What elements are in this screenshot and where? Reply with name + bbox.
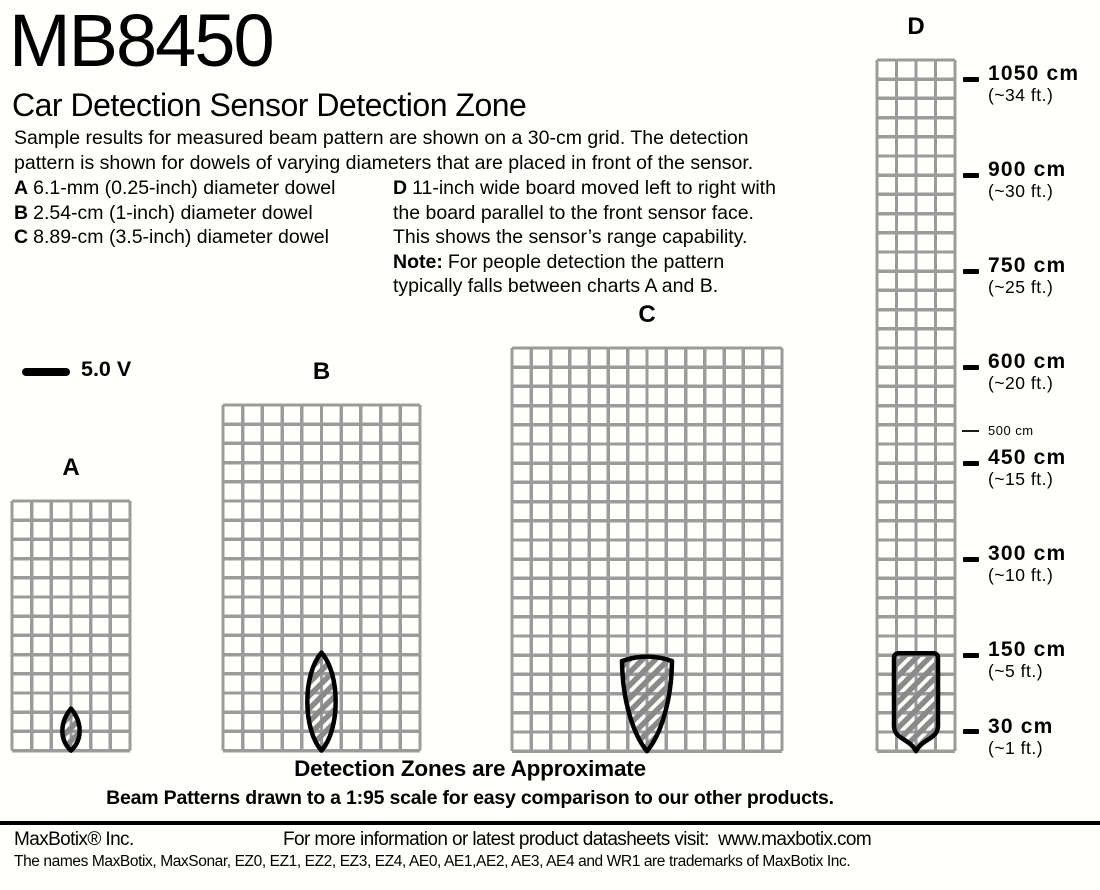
page-subtitle: Car Detection Sensor Detection Zone [12, 87, 527, 123]
legend-text-c: 8.89-cm (3.5-inch) diameter dowel [33, 226, 329, 249]
beam-zone-d [894, 653, 938, 751]
scale-label-750 [988, 254, 1066, 298]
scale-tick-900 [963, 173, 979, 178]
scale-ft-750: (~25 ft.) [988, 277, 1054, 297]
footer-divider [0, 821, 1100, 825]
voltage-legend-label: 5.0 V [81, 357, 132, 381]
legend-text-d1: 11-inch wide board moved left to right with [412, 177, 776, 199]
scale-cm-300: 300 cm [988, 542, 1067, 565]
scale-tick-600 [963, 365, 979, 370]
voltage-legend-line-icon [22, 368, 70, 376]
legend-item-d-line3: This shows the sensor’s range capability. [393, 226, 748, 249]
scale-ft-30: (~1 ft.) [988, 737, 1044, 758]
scale-label-300 [988, 542, 1066, 586]
scale-label-500: 500 cm [988, 423, 1034, 438]
legend-item-d-line1 [393, 176, 776, 201]
scale-ft-1050: (~34 ft.) [988, 85, 1054, 105]
scale-notice: Beam Patterns drawn to a 1:95 scale for easy comparison to our other products. [106, 787, 834, 809]
chart-label-a: A [62, 454, 80, 482]
intro-paragraph [14, 126, 753, 175]
scale-ft-300: (~10 ft.) [988, 565, 1054, 585]
chart-label-d: D [907, 12, 925, 40]
note-text-1: For people detection the pattern [447, 250, 725, 273]
legend-item-a [14, 176, 335, 201]
beam-zone-c [622, 656, 672, 751]
legend-text-a: 6.1-mm (0.25-inch) diameter dowel [33, 177, 336, 199]
scale-label-1050 [988, 62, 1079, 106]
scale-tick-150 [963, 653, 979, 658]
beam-zone-b [307, 653, 335, 751]
beam-chart-c [508, 344, 786, 755]
approximate-notice: Detection Zones are Approximate [294, 756, 646, 781]
footer-company: MaxBotix® Inc. [14, 829, 134, 850]
beam-chart-d [873, 56, 959, 755]
legend-text-b: 2.54-cm (1-inch) diameter dowel [33, 201, 313, 224]
scale-cm-30: 30 cm [988, 714, 1054, 738]
scale-label-150 [988, 638, 1066, 682]
intro-line-1: Sample results for measured beam pattern are shown on a 30-cm grid. The detection [14, 127, 749, 149]
legend-right-column [393, 176, 776, 299]
scale-ft-900: (~30 ft.) [988, 181, 1054, 201]
scale-cm-1050: 1050 cm [988, 62, 1080, 85]
scale-tick-500 [962, 430, 979, 432]
footer-trademark: The names MaxBotix, MaxSonar, EZ0, EZ1, EZ2, EZ3, EZ4, AE0, AE1,AE2, AE3, AE4 and WR1 are trademarks of MaxBotix Inc. [14, 853, 851, 870]
footer-info: For more information or latest product datasheets visit: www.maxbotix.com [283, 829, 872, 850]
scale-ft-600: (~20 ft.) [988, 373, 1054, 393]
scale-label-600 [988, 350, 1066, 394]
legend-key-c: C [14, 226, 29, 249]
intro-line-2: pattern is shown for dowels of varying diameters that are placed in front of the sensor. [14, 151, 754, 174]
legend-note-line2: typically falls between charts A and B. [393, 275, 719, 298]
legend-key-d: D [393, 177, 408, 199]
scale-cm-750: 750 cm [988, 254, 1067, 277]
legend-left-column [14, 176, 335, 250]
scale-ft-450: (~15 ft.) [988, 469, 1054, 489]
beam-zone-a [62, 709, 79, 751]
scale-tick-30 [963, 729, 979, 734]
legend-key-a: A [14, 177, 29, 199]
scale-cm-450: 450 cm [988, 446, 1067, 469]
grid-d [877, 60, 955, 751]
scale-tick-750 [963, 269, 979, 274]
scale-cm-600: 600 cm [988, 350, 1067, 373]
scale-tick-300 [963, 557, 979, 562]
scale-cm-900: 900 cm [988, 158, 1067, 181]
scale-label-900 [988, 158, 1066, 202]
chart-label-b: B [312, 358, 331, 386]
scale-label-30 [988, 715, 1054, 759]
legend-item-b [14, 201, 335, 226]
scale-label-450 [988, 446, 1066, 490]
beam-chart-a [8, 497, 134, 755]
legend-item-d-line2: the board parallel to the front sensor face. [393, 201, 754, 224]
scale-tick-1050 [963, 77, 979, 82]
legend-note-line1 [393, 250, 776, 275]
scale-cm-150: 150 cm [988, 638, 1067, 661]
note-label: Note: [393, 250, 443, 273]
legend-key-b: B [14, 201, 29, 224]
beam-chart-b [219, 401, 424, 755]
page-title: MB8450 [9, 0, 273, 82]
chart-label-c: C [638, 300, 656, 328]
scale-ft-150: (~5 ft.) [988, 661, 1044, 681]
scale-tick-450 [963, 461, 979, 466]
legend-item-c [14, 225, 335, 250]
